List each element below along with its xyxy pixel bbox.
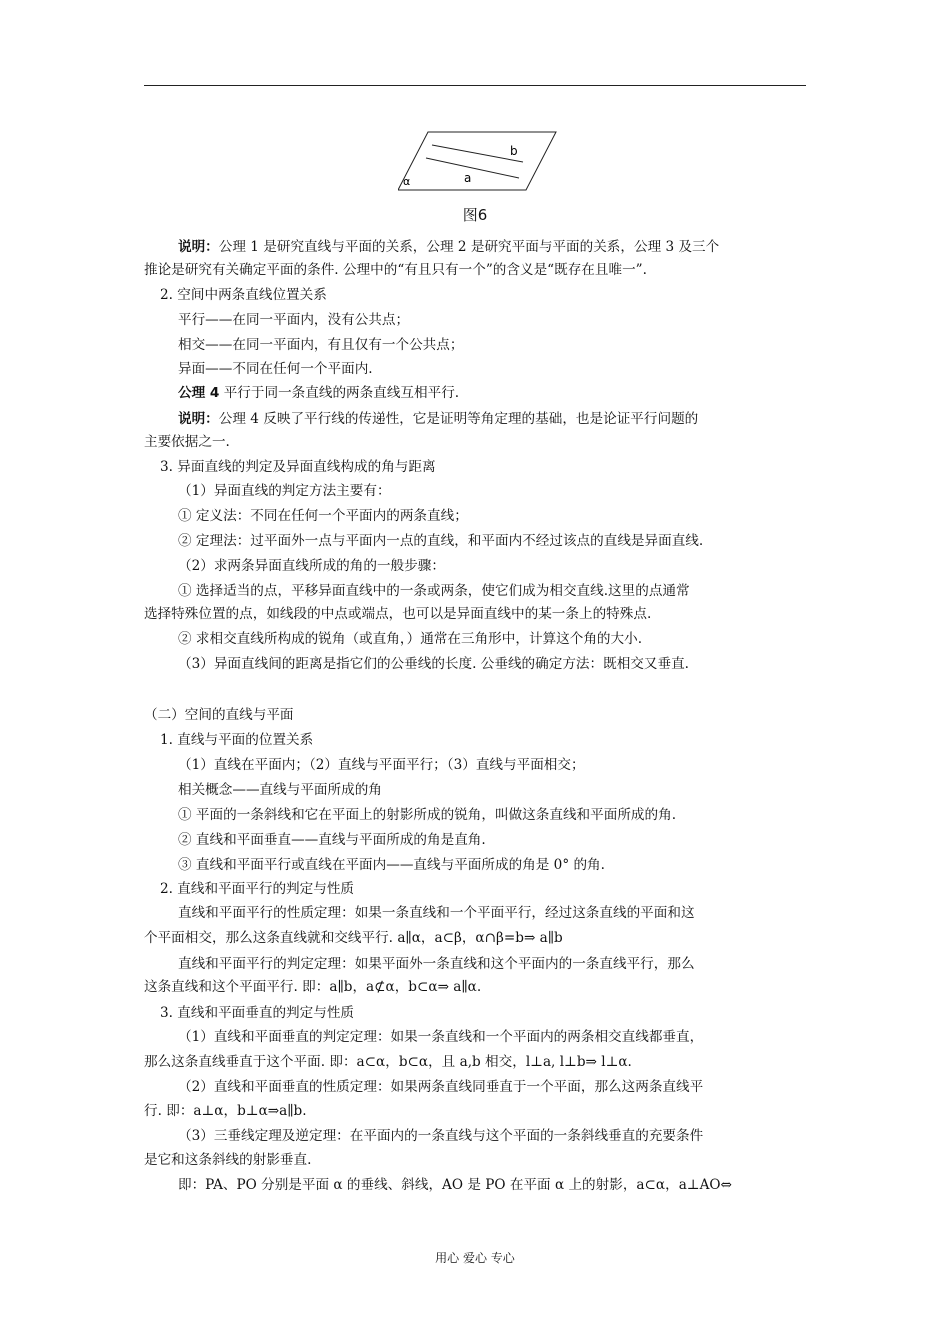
text-line [144,433,230,451]
text-line [178,532,703,550]
line-text: 这条直线和这个平面平行. 即：a∥b，a⊄α，b⊂α⇒ a∥α. [144,979,482,995]
line-text: （1）异面直线的判定方法主要有： [178,483,391,499]
line-text: 公理 1 是研究直线与平面的关系，公理 2 是研究平面与平面的关系，公理 3 及三个 [218,239,720,255]
line-text: （二）空间的直线与平面 [144,707,294,723]
line-text: （1）直线和平面垂直的判定定理：如果一条直线和一个平面内的两条相交直线都垂直， [178,1029,704,1045]
text-line [178,410,698,428]
text-line [178,1176,732,1194]
bold-lead: 公理 4 [178,385,220,401]
text-line [178,336,463,354]
text-line [144,605,651,623]
text-line [178,904,695,922]
line-text: 3. 直线和平面垂直的判定与性质 [160,1005,355,1021]
page-footer: 用心 爱心 专心 [435,1251,515,1265]
line-text: ② 定理法：过平面外一点与平面内一点的直线，和平面内不经过该点的直线是异面直线. [178,533,704,549]
line-text: （3）异面直线间的距离是指它们的公垂线的长度. 公垂线的确定方法：既相交又垂直. [178,656,689,672]
text-line [160,458,436,476]
line-text: 个平面相交，那么这条直线就和交线平行. a∥α，a⊂β，α∩β=b⇒ a∥b [144,930,563,946]
text-line [178,557,445,575]
line-text: 推论是研究有关确定平面的条件. 公理中的“有且只有一个”的含义是“既存在且唯一”. [144,262,647,278]
line-text: （2）直线和平面垂直的性质定理：如果两条直线同垂直于一个平面，那么这两条直线平 [178,1079,704,1095]
text-line [144,1053,632,1071]
line-a [426,158,519,178]
figure-label-b: b [510,144,518,158]
line-text: ③ 直线和平面平行或直线在平面内——直线与平面所成的角是 0° 的角. [178,857,605,873]
plane-figure [398,130,558,192]
line-text: 平行——在同一平面内，没有公共点； [178,312,410,328]
line-text: ① 定义法：不同在任何一个平面内的两条直线； [178,508,468,524]
header-rule [144,85,806,86]
line-text: 2. 空间中两条直线位置关系 [160,287,327,303]
text-line [160,880,354,898]
line-text: 直线和平面平行的判定定理：如果平面外一条直线和这个平面内的一条直线平行，那么 [178,956,695,972]
text-line [178,1127,703,1145]
line-text: 是它和这条斜线的射影垂直. [144,1152,312,1168]
text-line [178,831,486,849]
line-text: 相交——在同一平面内，有且仅有一个公共点； [178,337,464,353]
line-text: 平行于同一条直线的两条直线互相平行. [219,385,460,401]
line-text: 即：PA、PO 分别是平面 α 的垂线、斜线，AO 是 PO 在平面 α 上的射影，a⊂α，a⊥AO⇔ [178,1177,732,1193]
text-line [178,955,695,973]
line-text: （1）直线在平面内；（2）直线与平面平行；（3）直线与平面相交； [178,757,585,773]
line-text: 3. 异面直线的判定及异面直线构成的角与距离 [160,459,436,475]
text-line [178,384,459,402]
text-line [178,806,676,824]
text-line [178,238,719,256]
text-line [144,1151,311,1169]
text-line [178,756,585,774]
text-line [178,482,391,500]
bold-lead: 说明： [178,411,219,427]
line-text: 相关概念——直线与平面所成的角 [178,782,382,798]
text-line [178,507,468,525]
text-line [178,856,605,874]
text-line [178,781,382,799]
line-text: ② 求相交直线所构成的锐角（或直角，）通常在三角形中，计算这个角的大小. [178,631,643,647]
text-line [144,1102,307,1120]
text-line [178,630,642,648]
text-line [178,1028,703,1046]
bold-lead: 说明： [178,239,219,255]
figure-caption: 图6 [462,206,488,224]
text-line [178,655,689,673]
line-text: ① 选择适当的点，平移异面直线中的一条或两条，使它们成为相交直线.这里的点通常 [178,583,690,599]
line-text: （3）三垂线定理及逆定理：在平面内的一条直线与这个平面的一条斜线垂直的充要条件 [178,1128,704,1144]
line-text: 异面——不同在任何一个平面内. [178,361,373,377]
text-line [178,360,373,378]
plane-parallelogram [398,132,556,190]
line-text: 选择特殊位置的点，如线段的中点或端点，也可以是异面直线中的某一条上的特殊点. [144,606,652,622]
text-line [160,731,313,749]
text-line [178,582,690,600]
text-line [144,706,294,724]
line-text: ② 直线和平面垂直——直线与平面所成的角是直角. [178,832,486,848]
line-text: 行. 即：a⊥α，b⊥α⇒a∥b. [144,1103,307,1119]
line-text: 那么这条直线垂直于这个平面. 即：a⊂α，b⊂α，且 a,b 相交，l⊥a, l⊥b⇒ l⊥α. [144,1054,632,1070]
line-text: ① 平面的一条斜线和它在平面上的射影所成的锐角，叫做这条直线和平面所成的角. [178,807,677,823]
text-line [144,261,647,279]
text-line [178,1078,703,1096]
line-text: 2. 直线和平面平行的判定与性质 [160,881,355,897]
line-text: 直线和平面平行的性质定理：如果一条直线和一个平面平行，经过这条直线的平面和这 [178,905,695,921]
line-text: 公理 4 反映了平行线的传递性，它是证明等角定理的基础，也是论证平行问题的 [218,411,699,427]
line-text: 1. 直线与平面的位置关系 [160,732,314,748]
text-line [178,311,409,329]
line-text: 主要依据之一. [144,434,230,450]
text-line [160,1004,354,1022]
line-text: （2）求两条异面直线所成的角的一般步骤： [178,558,445,574]
text-line [144,978,481,996]
figure-label-alpha: α [403,175,411,188]
text-line [144,929,563,947]
figure-label-a: a [464,171,472,185]
text-line [160,286,327,304]
